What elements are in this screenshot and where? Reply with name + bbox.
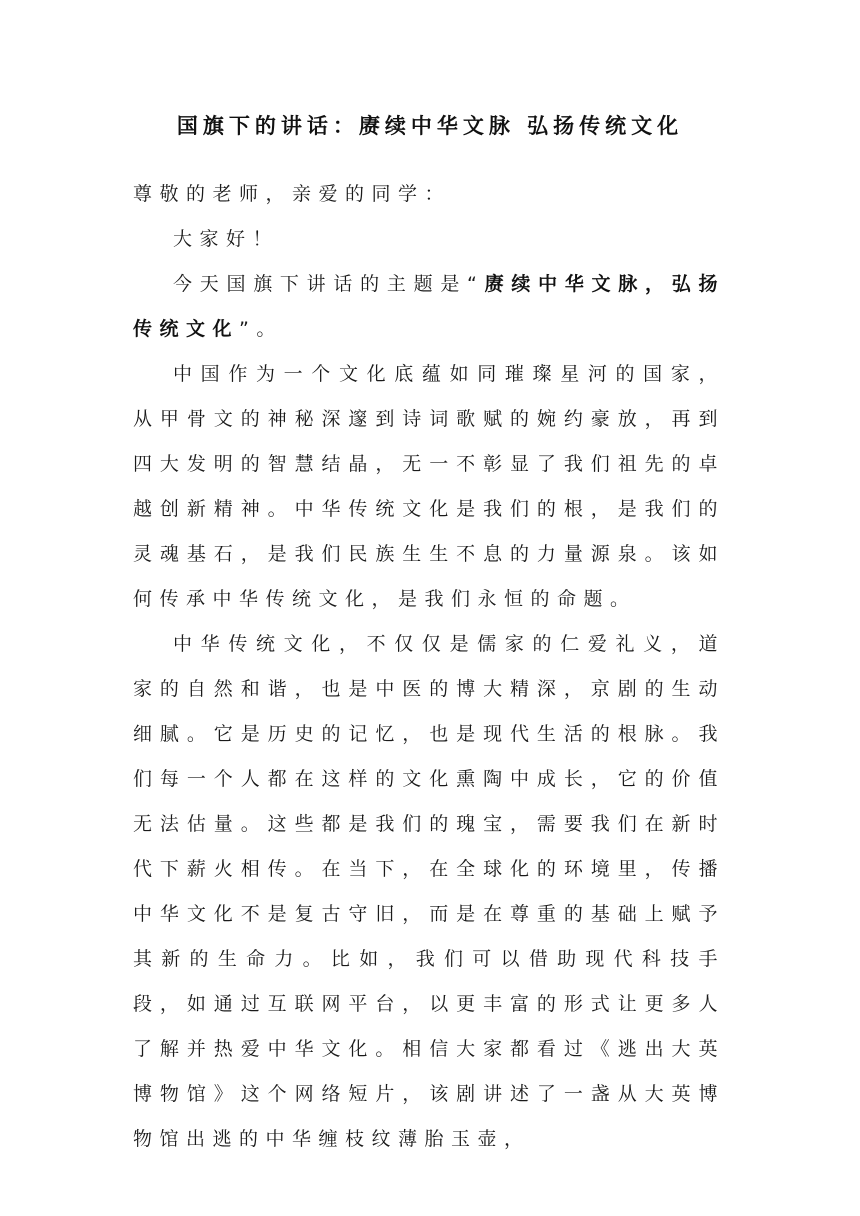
paragraph-culture-heritage: 中国作为一个文化底蕴如同璀璨星河的国家，从甲骨文的神秘深邃到诗词歌赋的婉约豪放，再到四大发明的智慧结晶，无一不彰显了我们祖先的卓越创新精神。中华传统文化是我们的根，是我们的灵魂基石，是我们民族生生不息的力量源泉。该如何传承中华传统文化，是我们永恒的命题。 (133, 363, 725, 610)
theme-intro-paragraph (133, 262, 725, 352)
speech-theme: 赓续中华文脉，弘扬传统文化 (133, 273, 725, 340)
theme-intro-suffix: ”。 (239, 318, 283, 340)
salutation: 尊敬的老师，亲爱的同学： (133, 183, 452, 205)
document-title: 国旗下的讲话：赓续中华文脉 弘扬传统文化 (176, 114, 684, 138)
paragraph-culture-transmission: 中华传统文化，不仅仅是儒家的仁爱礼义，道家的自然和谐，也是中医的博大精深，京剧的生动细腻。它是历史的记忆，也是现代生活的根脉。我们每一个人都在这样的文化熏陶中成长，它的价值无法估量。这些都是我们的瑰宝，需要我们在新时代下薪火相传。在当下，在全球化的环境里，传播中华文化不是复古守旧，而是在尊重的基础上赋予其新的生命力。比如，我们可以借助现代科技手段，如通过互联网平台，以更丰富的形式让更多人了解并热爱中华文化。相信大家都看过《逃出大英博物馆》这个网络短片，该剧讲述了一盏从大英博物馆出逃的中华缠枝纹薄胎玉壶， (133, 633, 725, 1150)
theme-intro-prefix: 今天国旗下讲话的主题是“ (173, 273, 485, 295)
greeting: 大家好！ (173, 228, 280, 250)
document-body (133, 172, 725, 1162)
